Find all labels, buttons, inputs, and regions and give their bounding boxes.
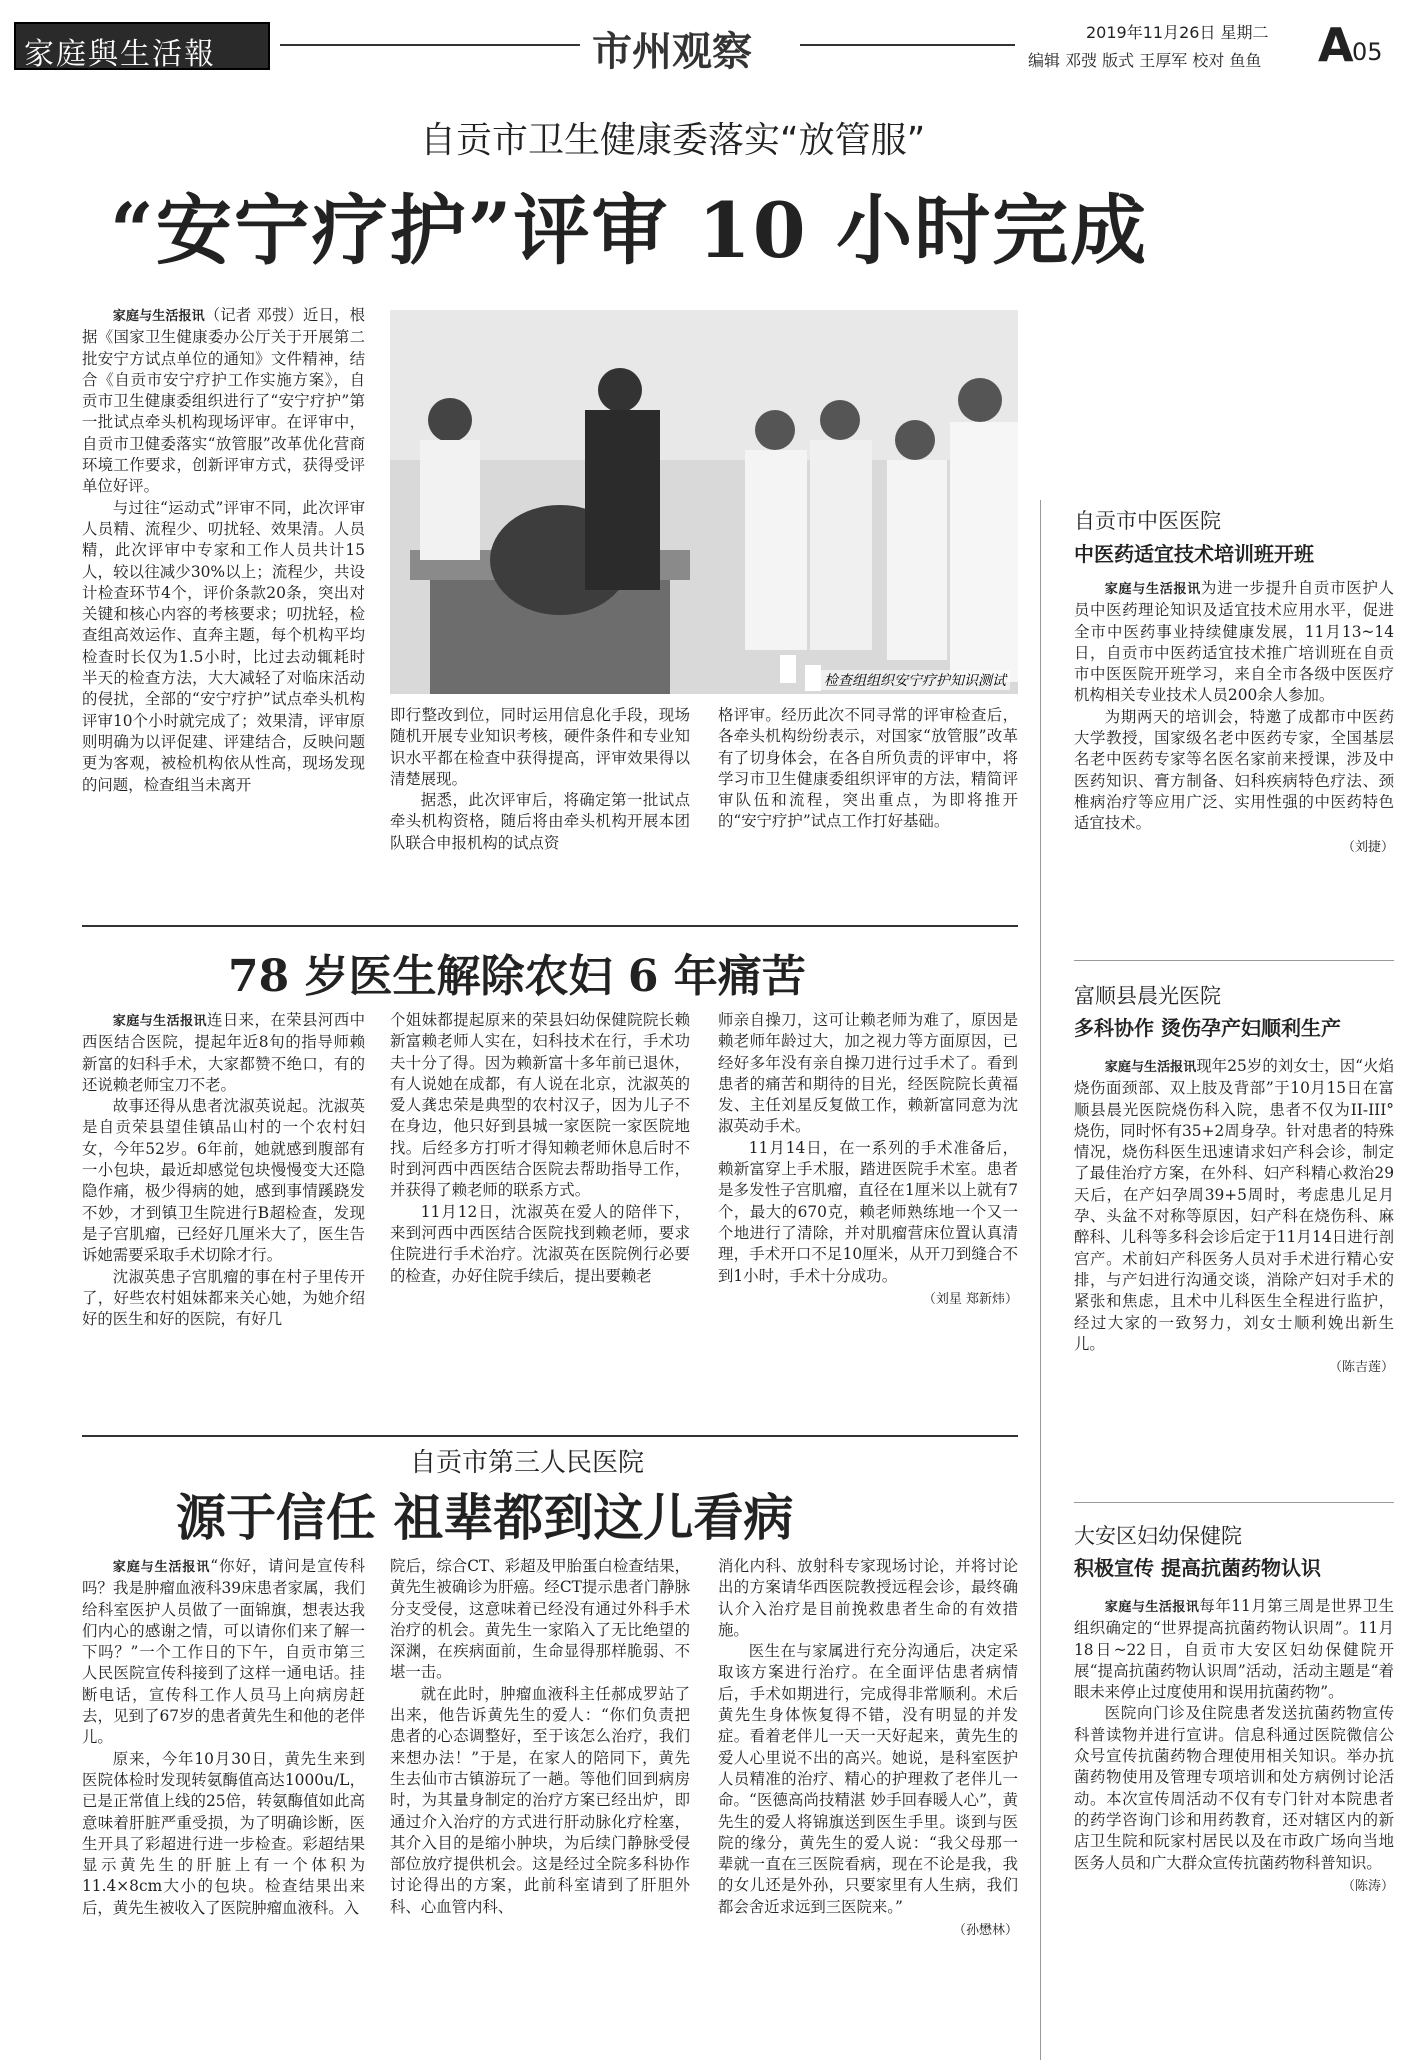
paragraph: 与过往“运动式”评审不同，此次评审人员精、流程少、叨扰轻、效果清。人员精，此次评审中专家和工作人员共计15人，较以往减少30%以上；流程少，共设计检查环节4个，评价条款20条，突出对关键和核心内容的考核要求；叨扰轻，检查组高效运作、直奔主题，每个机构平均检查时长仅为1.5小时，比过去动辄耗时半天的检查方法，大大减轻了对临床活动的侵扰，全部的“安宁疗护”试点牵头机构评审10个小时就完成了；效果清，评审原则明确为以评促建、评建结合，反映问题更为客观，被检机构依从性高，现场发现的问题，检查组当未离开 [82,498,365,794]
story3-kicker: 自贡市第三人民医院 [410,1448,645,1478]
sidebar-3-credit: （陈涛） [1341,1878,1394,1894]
story2-col-2: 个姐妹都提起原来的荣县妇幼保健院院长赖新富赖老师人实在，妇科技术在行，手术功夫十分了得。因为赖新富十多年前已退休，有人说她在成都，有人说在北京，沈淑英的爱人龚忠荣是典型的农村汉子，因为儿子不在身边，他只好到县城一家医院一家医院地找。后经多方打听才得知赖老师休息后时不时到河西中西医结合医院去帮助指导工作，并获得了赖老师的联系方式。 11月12日，沈淑英在爱人的陪伴下，来到河西中西医结合医院找到赖老师，要求住院进行手术治疗。沈淑英在医院例行必要的检查，办好住院手续后，提出要赖老 [390,1010,690,1480]
story2-col-1: 家庭与生活报讯连日来，在荣县河西中西医结合医院，提起年近8旬的指导师赖新富的妇科手术，大家都赞不绝口，有的还说赖老师宝刀不老。 故事还得从患者沈淑英说起。沈淑英是自贡荣县望佳镇品山村的一个农村妇女，今年52岁。6年前，她就感到腹部有一小包块，最近却感觉包块慢慢变大还隐隐作痛，极少得病的她，感到事情蹊跷发不妙，才到镇卫生院进行B超检查，发现是子宫肌瘤，已经好几厘米大了，医生告诉她需要采取手术切除才行。 沈淑英患子宫肌瘤的事在村子里传开了，好些农村姐妹都来关心她，为她介绍好的医生和好的医院，有好几 [82,1010,365,1480]
paragraph: 沈淑英患子宫肌瘤的事在村子里传开了，好些农村姐妹都来关心她，为她介绍好的医生和好的医院，有好几 [82,1267,365,1329]
story3-headline: 源于信任 祖辈都到这儿看病 [176,1488,794,1547]
sidebar-3-title: 积极宣传 提高抗菌药物认识 [1074,1556,1321,1580]
inspection-photo [390,310,1018,694]
main-col-2: 即行整改到位，同时运用信息化手段，现场随机开展专业知识考核，硬件条件和专业知识水平都在检查中获得提高，评审效果得以清楚展现。 据悉，此次评审后，将确定第一批试点牵头机构资格，随后将由牵头机构开展本团队联合申报机构的试点资 [390,705,690,905]
story3-col-3: 消化内科、放射科专家现场讨论，并将讨论出的方案请华西医院教授远程会诊，最终确认介入治疗是目前挽救患者生命的有效措施。 医生在与家属进行充分沟通后，决定采取该方案进行治疗。在全面评估患者病情后，手术如期进行，完成得非常顺利。术后黄先生身体恢复得不错，没有明显的并发症。看着老伴儿一天一天好起来，黄先生的爱人心里说不出的高兴。她说，是科室医护人员精准的治疗、精心的护理救了老伴儿一命。“医德高尚技精湛 妙手回春暖人心”，黄先生的爱人将锦旗送到医生手里。谈到与医院的缘分，黄先生的爱人说：“我父母那一辈就一直在三医院看病，现在不论是我，我的女儿还是外孙，只要家里有人生病，我们都会舍近求远到三医院来。” （孙懋林） [718,1556,1018,2056]
byline-lead: 家庭与生活报讯 [112,309,205,324]
paragraph: 为期两天的培训会，特邀了成都市中医药大学教授，国家级名老中医药专家，全国基层名老中医药专家等名医名家前来授课，涉及中医药知识、膏方制备、妇科疾病特色疗法、颈椎病治疗等应用广泛、实用性强的中医药特色适宜技术。 [1074,707,1394,833]
paragraph: 医生在与家属进行充分沟通后，决定采取该方案进行治疗。在全面评估患者病情后，手术如期进行，完成得非常顺利。术后黄先生身体恢复得不错，没有明显的并发症。看着老伴儿一天一天好起来，黄先生的爱人心里说不出的高兴。她说，是科室医护人员精准的治疗、精心的护理救了老伴儿一命。“医德高尚技精湛 妙手回春暖人心”，黄先生的爱人将锦旗送到医生手里。谈到与医院的缘分，黄先生的爱人说：“我父母那一辈就一直在三医院看病，现在不论是我，我的女儿还是外孙，只要家里有人生病，我们都会舍近求远到三医院来。” [718,1642,1018,1916]
story2-credit: （刘星 郑新炜） [922,1291,1018,1307]
story3-col-2: 院后，综合CT、彩超及甲胎蛋白检查结果，黄先生被确诊为肝癌。经CT提示患者门静脉分支受侵，这意味着已经没有通过外科手术治疗的机会。黄先生一家陷入了无比绝望的深渊，在疾病面前，生命显得那样脆弱、不堪一击。 就在此时，肿瘤血液科主任郝成罗站了出来，他告诉黄先生的爱人：“你们负责把患者的心态调整好，至于该怎么治疗，我们来想办法！”于是，在家人的陪同下，黄先生去仙市古镇游玩了一趟。等他们回到病房时，为其量身制定的治疗方案已经出炉，即通过介入治疗的方式进行肝动脉化疗栓塞，其介入目的是缩小肿块，为后续门静脉受侵部位放疗提供机会。这是经过全院多科协作讨论得出的方案，此前科室请到了肝胆外科、心血管内科、 [390,1556,690,2056]
main-col-3: 格评审。经历此次不同寻常的评审检查后，各牵头机构纷纷表示，对国家“放管服”改革有了切身体会，在各自所负责的评审中，将学习市卫生健康委组织评审的方法，精简评审队伍和流程，突出重点，为即将推开的“安宁疗护”试点工作打好基础。 [718,706,1018,831]
paragraph: 医院向门诊及住院患者发送抗菌药物宣传科普读物并进行宣讲。信息科通过医院微信公众号宣传抗菌药物合理使用相关知识。举办抗菌药物使用及管理专项培训和处方病例讨论活动。本次宣传周活动不仅有专门针对本院患者的药学咨询门诊和用药教育，还对辖区内的新店卫生院和阮家村居民以及在市政广场向当地医务人员和广大群众宣传抗菌药物科普知识。 [1074,1704,1394,1872]
sidebar-rule-2 [1074,1502,1394,1503]
masthead-rule-left [280,44,580,46]
main-col-1: 家庭与生活报讯（记者 邓弢）近日，根据《国家卫生健康委办公厅关于开展第二批安宁方试点单位的通知》文件精神，结合《自贡市安宁疗护工作实施方案》，自贡市卫生健康委组织进行了“安宁疗护”第一批试点牵头机构现场评审。在评审中，自贡市卫健委落实“放管服”改革优化营商环境工作要求，创新评审方式，获得受评单位好评。 与过往“运动式”评审不同，此次评审人员精、流程少、叨扰轻、效果清。人员精，此次评审中专家和工作人员共计15人，较以往减少30%以上；流程少，共设计检查环节4个，评价条款20条，突出对关键和核心内容的考核要求；叨扰轻，检查组高效运作、直奔主题，每个机构平均检查时长仅为1.5小时，比过去动辄耗时半天的检查方法，大大减轻了对临床活动的侵扰，全部的“安宁疗护”试点牵头机构评审10个小时就完成了；效果清，评审原则明确为以评促建、评建结合，反映问题更为客观，被检机构依从性高，现场发现的问题，检查组当未离开 [82,305,365,905]
page-number: 05 [1352,38,1383,66]
story2-headline: 78 岁医生解除农妇 6 年痛苦 [228,951,806,1002]
masthead-rule-right [800,44,1015,46]
main-headline: “安宁疗护”评审 10 小时完成 [110,186,1149,275]
masthead [0,0,1414,80]
sidebar-1-title: 中医药适宜技术培训班开班 [1074,542,1314,566]
photo-illustration [390,310,1018,694]
sidebar-1-body: 家庭与生活报讯为进一步提升自贡市医护人员中医药理论知识及适宜技术应用水平，促进全市中医药事业持续健康发展，11月13~14日，自贡市中医药适宜技术推广培训班在自贡市中医医院开班学习，来自全市各级中医医疗机构相关专业技术人员200余人参加。 为期两天的培训会，特邀了成都市中医药大学教授，国家级名老中医药专家，全国基层名老中医药专家等名医名家前来授课，涉及中医药知识、膏方制备、妇科疾病特色疗法、颈椎病治疗等应用广泛、实用性强的中医药特色适宜技术。 （刘捷） [1074,578,1394,958]
sidebar-3-kicker: 大安区妇幼保健院 [1074,1524,1242,1548]
sidebar-divider [1040,500,1041,2060]
sidebar-2-title: 多科协作 烫伤孕产妇顺利生产 [1074,1016,1341,1040]
story3-col-1: 家庭与生活报讯“你好，请问是宣传科吗？我是肿瘤血液科39床患者家属，我们给科室医护人员做了一面锦旗，想表达我们内心的感谢之情，可以请你们来了解一下吗？”一个工作日的下午，自贡市第三人民医院宣传科接到了这样一通电话。挂断电话，宣传科工作人员马上向病房赶去，见到了67岁的患者黄先生和他的老伴儿。 原来，今年10月30日，黄先生来到医院体检时发现转氨酶值高达1000u/L，已是正常值上线的25倍，转氨酶值如此高意味着肝脏严重受损，为了明确诊断，医生开具了彩超进行进一步检查。彩超结果显示黄先生的肝脏上有一个体积为11.4×8cm大小的包块。检查结果出来后，黄先生被收入了医院肿瘤血液科。入 [82,1556,365,2056]
paragraph: 11月14日，在一系列的手术准备后，赖新富穿上手术服，踏进医院手术室。患者是多发性子宫肌瘤，直径在1厘米以上就有7个，最大的670克，赖老师熟练地一个又一个地进行了清除，并对肌瘤营床位置认真清理，手术开口不足10厘米，从开刀到缝合不到1小时，手术十分成功。 [718,1138,1018,1285]
paragraph: 11月12日，沈淑英在爱人的陪伴下，来到河西中西医结合医院找到赖老师，要求住院进行手术治疗。沈淑英在医院例行必要的检查，办好住院手续后，提出要赖老 [390,1202,690,1285]
paper-name: 家庭與生活報 [24,37,216,72]
issue-date: 2019年11月26日 星期二 [1086,23,1269,42]
sidebar-2-body: 家庭与生活报讯现年25岁的刘女士，因“火焰烧伤面颈部、双上肢及背部”于10月15日在富顺县晨光医院烧伤科入院，患者不仅为II-III°烧伤，同时怀有35+2周身孕。针对患者的特殊情况，烧伤科医生迅速请求妇产科会诊，制定了最佳治疗方案，在外科、妇产科精心救治29天后，在产妇孕周39+5周时，考虑患儿足月孕、头盆不对称等原因，妇产科在烧伤科、麻醉科、儿科等多科会诊后定于11月14日进行剖宫产。术前妇产科医务人员对手术进行精心安排，与产妇进行沟通交谈，消除产妇对手术的紧张和焦虑，且术中儿科医生全程进行监护，经过大家的一致努力，刘女士顺利娩出新生儿。 （陈吉莲） [1074,1056,1394,1496]
main-kicker: 自贡市卫生健康委落实“放管服” [420,120,926,161]
sidebar-1-credit: （刘捷） [1341,839,1394,855]
paragraph: 就在此时，肿瘤血液科主任郝成罗站了出来，他告诉黄先生的爱人：“你们负责把患者的心态调整好，至于该怎么治疗，我们来想办法！”于是，在家人的陪同下，黄先生去仙市古镇游玩了一趟。等他们回到病房时，为其量身制定的治疗方案已经出炉，即通过介入治疗的方式进行肝动脉化疗栓塞，其介入目的是缩小肿块，为后续门静脉受侵部位放疗提供机会。这是经过全院多科协作讨论得出的方案，此前科室请到了肝胆外科、心血管内科、 [390,1684,690,1916]
sidebar-rule-1 [1074,960,1394,961]
photo-caption: 检查组组织安宁疗护知识测试 [820,670,1010,690]
sidebar-3-body: 家庭与生活报讯每年11月第三周是世界卫生组织确定的“世界提高抗菌药物认识周”。11月18日~22日，自贡市大安区妇幼保健院开展“提高抗菌药物认识周”活动，活动主题是“着眼未来停止过度使用和误用抗菌药物”。 医院向门诊及住院患者发送抗菌药物宣传科普读物并进行宣讲。信息科通过医院微信公众号宣传抗菌药物合理使用相关知识。举办抗菌药物使用及管理专项培训和处方病例讨论活动。本次宣传周活动不仅有专门针对本院患者的药学咨询门诊和用药教育，还对辖区内的新店卫生院和阮家村居民以及在市政广场向当地医务人员和广大群众宣传抗菌药物科普知识。 （陈涛） [1074,1596,1394,2061]
paragraph: 据悉，此次评审后，将确定第一批试点牵头机构资格，随后将由牵头机构开展本团队联合申报机构的试点资 [390,791,690,852]
paper-logo [14,22,270,70]
divider-story2 [82,1435,1018,1437]
editors-line: 编辑 邓弢 版式 王厚军 校对 鱼鱼 [1028,51,1262,70]
paragraph: 故事还得从患者沈淑英说起。沈淑英是自贡荣县望佳镇品山村的一个农村妇女，今年52岁。6年前，她就感到腹部有一小包块，最近却感觉包块慢慢变大还隐隐作痛，极少得病的她，感到事情蹊跷发不妙，才到镇卫生院进行B超检查，发现是子宫肌瘤，已经好几厘米大了，医生告诉她需要采取手术切除才行。 [82,1097,365,1265]
page-letter: A [1318,18,1354,72]
sidebar-2-kicker: 富顺县晨光医院 [1074,984,1221,1008]
divider-main [82,925,1018,927]
story2-col-3: 师亲自操刀，这可让赖老师为难了，原因是赖老师年龄过大，加之视力等方面原因，已经好多年没有亲自操刀进行过手术了。看到患者的痛苦和期待的目光，经医院院长黄福发、主任刘星反复做工作，赖新富同意为沈淑英动手术。 11月14日，在一系列的手术准备后，赖新富穿上手术服，踏进医院手术室。患者是多发性子宫肌瘤，直径在1厘米以上就有7个，最大的670克，赖老师熟练地一个又一个地进行了清除，并对肌瘤营床位置认真清理，手术开口不足10厘米，从开刀到缝合不到1小时，手术十分成功。 （刘星 郑新炜） [718,1010,1018,1480]
story3-credit: （孙懋林） [952,1923,1018,1939]
paragraph: 原来，今年10月30日，黄先生来到医院体检时发现转氨酶值高达1000u/L，已是正常值上线的25倍，转氨酶值如此高意味着肝脏严重受损，为了明确诊断，医生开具了彩超进行进一步检查。彩超结果显示黄先生的肝脏上有一个体积为11.4×8cm大小的包块。检查结果出来后，黄先生被收入了医院肿瘤血液科。入 [82,1749,365,1917]
sidebar-1-kicker: 自贡市中医医院 [1074,509,1221,533]
section-title: 市州观察 [592,29,752,75]
sidebar-2-credit: （陈吉莲） [1328,1360,1394,1376]
